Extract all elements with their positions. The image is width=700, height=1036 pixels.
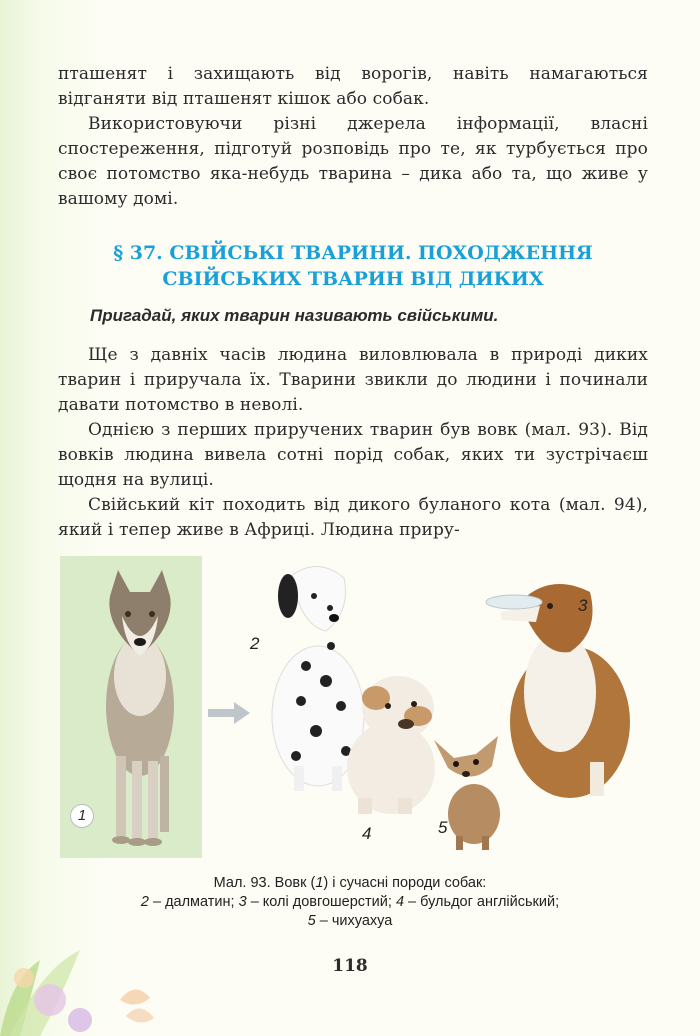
recall-question: Пригадай, яких тварин називають свійськими.: [90, 306, 499, 325]
wolf-panel: [60, 556, 202, 858]
paragraph-3: Ще з давніх часів людина виловлювала в природі диких тварин і приручала їх. Тварини звикли до людини і починали давати потомство в неволі.: [58, 345, 648, 415]
heading-line-1: § 37. СВІЙСЬКІ ТВАРИНИ. ПОХОДЖЕННЯ: [113, 242, 593, 264]
label-2: 2: [250, 634, 260, 653]
label-4: 4: [362, 824, 372, 843]
figure-93: [60, 556, 640, 858]
top-text: [58, 62, 648, 212]
paragraph-1: пташенят і захищають від ворогів, навіть намагаються відганяти від пташенят кішок або собак.: [58, 64, 648, 109]
page-number: 118: [332, 956, 368, 976]
label-3: 3: [578, 596, 588, 615]
body-text: [58, 343, 648, 543]
paragraph-2: Використовуючи різні джерела інформації, власні спостереження, підготуй розповідь про те, як турбується про своє потомство яка-небудь тварина – дика або та, що живе у вашому домі.: [58, 114, 648, 209]
label-1: 1: [70, 804, 94, 828]
heading-line-2: СВІЙСЬКИХ ТВАРИН ВІД ДИКИХ: [162, 268, 544, 290]
arrow-icon: [206, 700, 252, 726]
paragraph-5: Свійський кіт походить від дикого буланого кота (мал. 94), який і тепер живе в Африці. Людина приру-: [58, 495, 648, 540]
caption-line-1: Мал. 93. Вовк (1) і сучасні породи собак:: [213, 875, 487, 891]
section-heading: [58, 240, 648, 292]
caption-line-3: 5 – чихуахуа: [307, 913, 393, 929]
label-5: 5: [438, 818, 448, 837]
flower-decoration: [0, 860, 200, 1036]
paragraph-4: Однією з перших приручених тварин був вовк (мал. 93). Від вовків людина вивела сотні порід собак, яких ти зустрічаєш щодня на вулиці.: [58, 420, 648, 490]
caption-line-2: 2 – далматин; 3 – колі довгошерстий; 4 – бульдог англійський;: [140, 894, 560, 910]
